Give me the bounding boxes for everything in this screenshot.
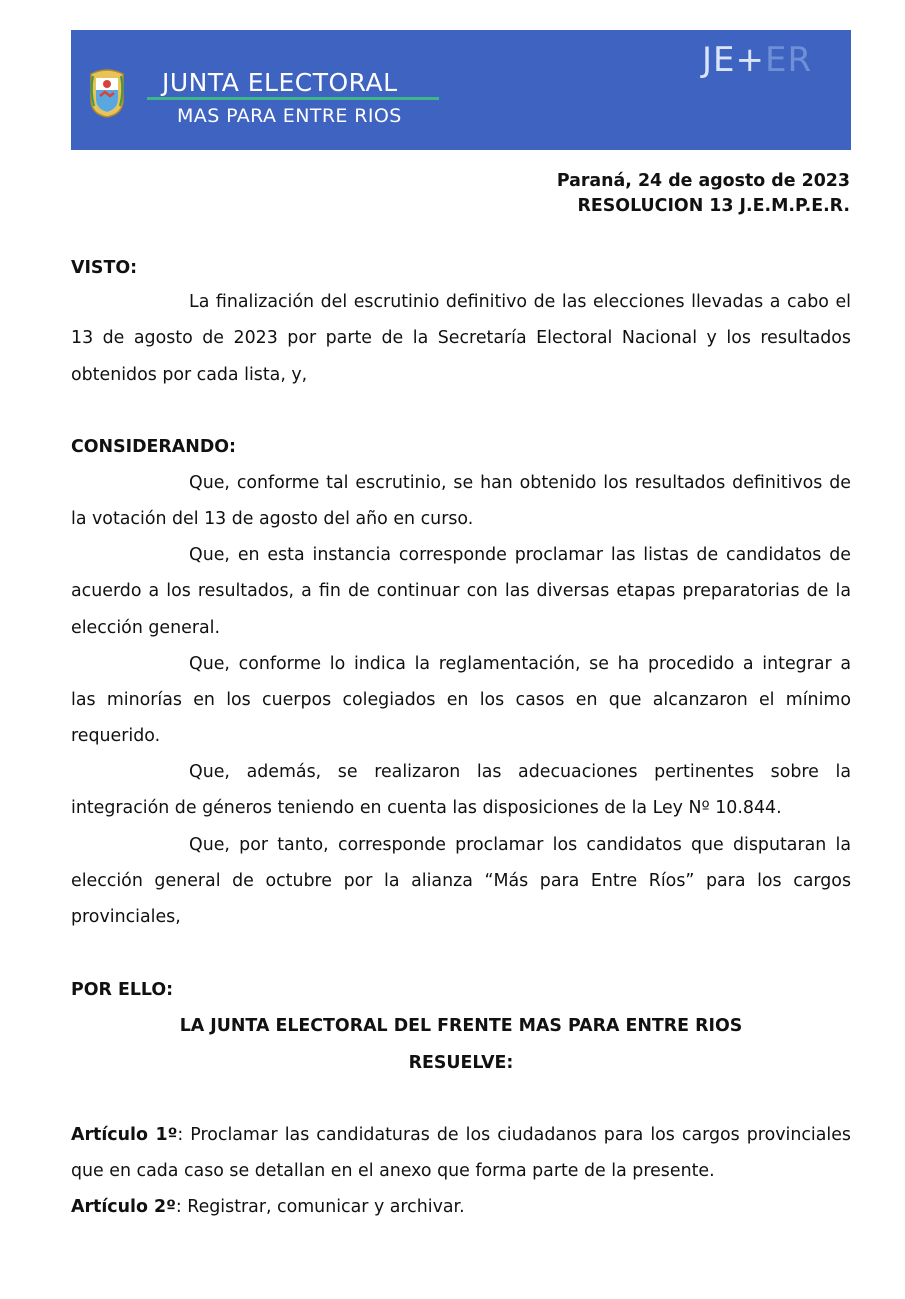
brand-mark-main: JE+ xyxy=(702,40,765,80)
visto-line: La finalización del escrutinio definitivo de las elecciones llevadas a cabo el xyxy=(189,292,851,312)
header-subtitle: MAS PARA ENTRE RIOS xyxy=(177,105,402,127)
considerando-line: elección general de octubre por la alianza “Más para Entre Ríos” para los cargos xyxy=(71,871,851,891)
header-title: JUNTA ELECTORAL xyxy=(162,68,398,97)
resuelve-heading: RESUELVE: xyxy=(408,1053,514,1073)
considerando-line: provinciales, xyxy=(71,907,181,927)
considerando-line: Que, por tanto, corresponde proclamar los candidatos que disputaran la xyxy=(189,835,851,855)
articulo-label: Artículo 1º xyxy=(71,1125,178,1145)
articulo-label: Artículo 2º xyxy=(71,1197,176,1217)
considerando-line: Que, conforme tal escrutinio, se han obtenido los resultados definitivos de xyxy=(189,473,851,493)
considerando-line: Que, en esta instancia corresponde proclamar las listas de candidatos de xyxy=(189,545,851,565)
brand-mark xyxy=(702,40,812,80)
seal-icon xyxy=(88,66,126,118)
considerando-line: las minorías en los cuerpos colegiados en los casos en que alcanzaron el mínimo xyxy=(71,690,851,710)
considerando-line: Que, además, se realizaron las adecuaciones pertinentes sobre la xyxy=(189,762,851,782)
header-banner xyxy=(71,30,851,150)
articulo-1-continuation: que en cada caso se detallan en el anexo que forma parte de la presente. xyxy=(71,1161,715,1181)
resolution-line: RESOLUCION 13 J.E.M.P.E.R. xyxy=(577,196,850,216)
considerando-line: elección general. xyxy=(71,618,221,638)
articulo-2 xyxy=(71,1196,465,1218)
considerando-line: la votación del 13 de agosto del año en curso. xyxy=(71,509,474,529)
considerando-line: acuerdo a los resultados, a fin de continuar con las diversas etapas preparatorias de la xyxy=(71,581,851,601)
articulo-text: : Registrar, comunicar y archivar. xyxy=(175,1197,465,1217)
header-divider xyxy=(147,97,439,100)
date-line: Paraná, 24 de agosto de 2023 xyxy=(556,171,850,191)
considerando-line: requerido. xyxy=(71,726,161,746)
visto-line: obtenidos por cada lista, y, xyxy=(71,365,308,385)
considerando-line: integración de géneros teniendo en cuenta las disposiciones de la Ley Nº 10.844. xyxy=(71,798,782,818)
visto-heading: VISTO: xyxy=(71,258,138,278)
articulo-1 xyxy=(71,1124,851,1146)
considerando-line: Que, conforme lo indica la reglamentación, se ha procedido a integrar a xyxy=(189,654,851,674)
considerando-heading: CONSIDERANDO: xyxy=(71,437,236,457)
brand-mark-faded: ER xyxy=(765,40,813,80)
articulo-text: : Proclamar las candidaturas de los ciudadanos para los cargos provinciales xyxy=(177,1125,851,1145)
junta-heading: LA JUNTA ELECTORAL DEL FRENTE MAS PARA ENTRE RIOS xyxy=(179,1016,743,1036)
visto-line: 13 de agosto de 2023 por parte de la Secretaría Electoral Nacional y los resultados xyxy=(71,328,851,348)
por-ello-heading: POR ELLO: xyxy=(71,980,174,1000)
